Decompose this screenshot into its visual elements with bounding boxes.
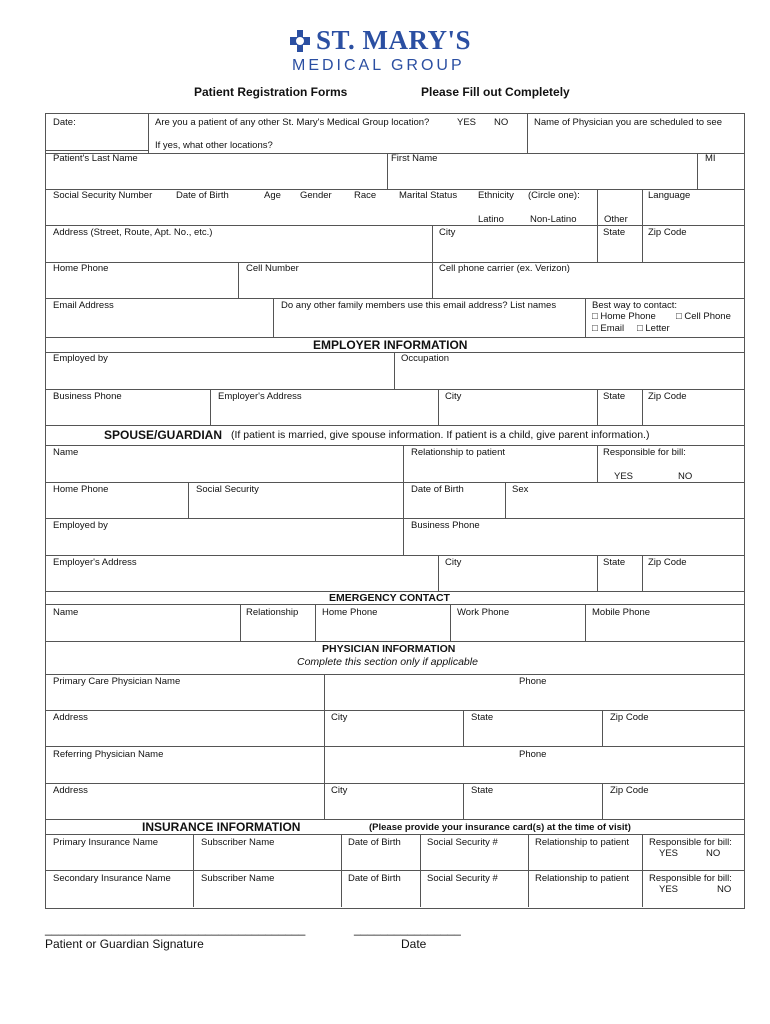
address-label: Address (Street, Route, Apt. No., etc.) [53, 227, 213, 238]
form-title: Patient Registration Forms [194, 85, 348, 99]
spouse-name-label: Name [53, 447, 79, 458]
ethnicity-label: Ethnicity [478, 190, 514, 201]
ethnicity-latino[interactable]: Latino [478, 214, 504, 225]
insurance-heading: INSURANCE INFORMATION [142, 820, 301, 834]
employer-heading: EMPLOYER INFORMATION [313, 338, 468, 352]
date-label: Date: [53, 117, 76, 128]
spouse-business-phone-label: Business Phone [411, 520, 480, 531]
referring-address-label: Address [53, 785, 88, 796]
employer-state-label: State [603, 391, 626, 402]
spouse-relationship-label: Relationship to patient [411, 447, 506, 458]
ethnicity-non-latino[interactable]: Non-Latino [530, 214, 577, 225]
home-phone-label: Home Phone [53, 263, 109, 274]
contact-letter-checkbox[interactable]: □ Letter [637, 323, 670, 334]
spouse-employed-label: Employed by [53, 520, 108, 531]
language-label: Language [648, 190, 691, 201]
scheduled-physician-label: Name of Physician you are scheduled to see [534, 117, 722, 128]
secondary-dob-label: Date of Birth [348, 873, 401, 884]
referring-phone-label: Phone [519, 749, 547, 760]
other-location-yes[interactable]: YES [457, 117, 477, 128]
referring-zip-label: Zip Code [610, 785, 649, 796]
primary-relationship-label: Relationship to patient [535, 837, 630, 848]
spouse-city-label: City [445, 557, 462, 568]
contact-home-phone-checkbox[interactable]: □ Home Phone [592, 311, 656, 322]
zip-label: Zip Code [648, 227, 687, 238]
form-subtitle: Please Fill out Completely [421, 85, 570, 99]
spouse-responsible-label: Responsible for bill: [603, 447, 686, 458]
spouse-zip-label: Zip Code [648, 557, 687, 568]
state-label: State [603, 227, 626, 238]
primary-insurance-label: Primary Insurance Name [53, 837, 159, 848]
emergency-home-phone-label: Home Phone [322, 607, 378, 618]
cell-number-label: Cell Number [246, 263, 299, 274]
cell-carrier-label: Cell phone carrier (ex. Verizon) [439, 263, 570, 274]
pcp-state-label: State [471, 712, 494, 723]
spouse-note: (If patient is married, give spouse information. If patient is a child, give parent information.) [231, 429, 650, 441]
emergency-heading: EMERGENCY CONTACT [329, 592, 450, 604]
city-label: City [439, 227, 456, 238]
spouse-employer-address-label: Employer's Address [53, 557, 137, 568]
employer-address-label: Employer's Address [218, 391, 302, 402]
logo-cross-icon [288, 29, 312, 53]
other-locations-label: If yes, what other locations? [155, 140, 273, 151]
emergency-work-phone-label: Work Phone [457, 607, 510, 618]
secondary-ssn-label: Social Security # [427, 873, 498, 884]
spouse-sex-label: Sex [512, 484, 529, 495]
secondary-responsible-label: Responsible for bill: [649, 873, 732, 884]
employed-by-label: Employed by [53, 353, 108, 364]
first-name-label: First Name [391, 153, 438, 164]
marital-status-label: Marital Status [399, 190, 458, 201]
referring-state-label: State [471, 785, 494, 796]
contact-email-checkbox[interactable]: □ Email [592, 323, 625, 334]
business-phone-label: Business Phone [53, 391, 122, 402]
family-email-label: Do any other family members use this email address? List names [281, 300, 557, 311]
primary-dob-label: Date of Birth [348, 837, 401, 848]
emergency-relationship-label: Relationship [246, 607, 299, 618]
pcp-city-label: City [331, 712, 348, 723]
emergency-mobile-phone-label: Mobile Phone [592, 607, 651, 618]
spouse-home-phone-label: Home Phone [53, 484, 109, 495]
secondary-responsible-no[interactable]: NO [717, 884, 732, 895]
contact-method-label: Best way to contact: [592, 300, 678, 311]
date-line[interactable]: ________________ [354, 922, 461, 936]
primary-subscriber-label: Subscriber Name [201, 837, 275, 848]
signature-date-label: Date [401, 937, 427, 951]
mi-label: MI [705, 153, 716, 164]
spouse-responsible-yes[interactable]: YES [614, 471, 634, 482]
email-label: Email Address [53, 300, 114, 311]
employer-zip-label: Zip Code [648, 391, 687, 402]
other-location-no[interactable]: NO [494, 117, 509, 128]
referring-city-label: City [331, 785, 348, 796]
age-label: Age [264, 190, 281, 201]
secondary-subscriber-label: Subscriber Name [201, 873, 275, 884]
ssn-label: Social Security Number [53, 190, 153, 201]
signature-line[interactable]: _______________________________________ [45, 922, 306, 936]
spouse-state-label: State [603, 557, 626, 568]
primary-responsible-yes[interactable]: YES [659, 848, 679, 859]
logo-name: ST. MARY'S [316, 25, 472, 55]
physician-note: Complete this section only if applicable [297, 656, 478, 668]
last-name-label: Patient's Last Name [53, 153, 138, 164]
physician-heading: PHYSICIAN INFORMATION [322, 643, 456, 655]
signature-label: Patient or Guardian Signature [45, 937, 204, 951]
ethnicity-other[interactable]: Other [604, 214, 628, 225]
referring-name-label: Referring Physician Name [53, 749, 164, 760]
spouse-dob-label: Date of Birth [411, 484, 464, 495]
secondary-relationship-label: Relationship to patient [535, 873, 630, 884]
spouse-responsible-no[interactable]: NO [678, 471, 693, 482]
pcp-phone-label: Phone [519, 676, 547, 687]
pcp-address-label: Address [53, 712, 88, 723]
dob-label: Date of Birth [176, 190, 229, 201]
contact-cell-phone-checkbox[interactable]: □ Cell Phone [676, 311, 731, 322]
spouse-ssn-label: Social Security [196, 484, 259, 495]
secondary-insurance-label: Secondary Insurance Name [53, 873, 171, 884]
pcp-name-label: Primary Care Physician Name [53, 676, 181, 687]
spouse-heading: SPOUSE/GUARDIAN [104, 428, 223, 442]
logo-subtitle: MEDICAL GROUP [292, 57, 465, 74]
secondary-responsible-yes[interactable]: YES [659, 884, 679, 895]
insurance-note: (Please provide your insurance card(s) at the time of visit) [369, 822, 631, 833]
other-location-question: Are you a patient of any other St. Mary's Medical Group location? [155, 117, 430, 128]
race-label: Race [354, 190, 377, 201]
primary-responsible-label: Responsible for bill: [649, 837, 732, 848]
primary-ssn-label: Social Security # [427, 837, 498, 848]
primary-responsible-no[interactable]: NO [706, 848, 721, 859]
gender-label: Gender [300, 190, 332, 201]
occupation-label: Occupation [401, 353, 450, 364]
employer-city-label: City [445, 391, 462, 402]
emergency-name-label: Name [53, 607, 79, 618]
pcp-zip-label: Zip Code [610, 712, 649, 723]
circle-one-label: (Circle one): [528, 190, 580, 201]
